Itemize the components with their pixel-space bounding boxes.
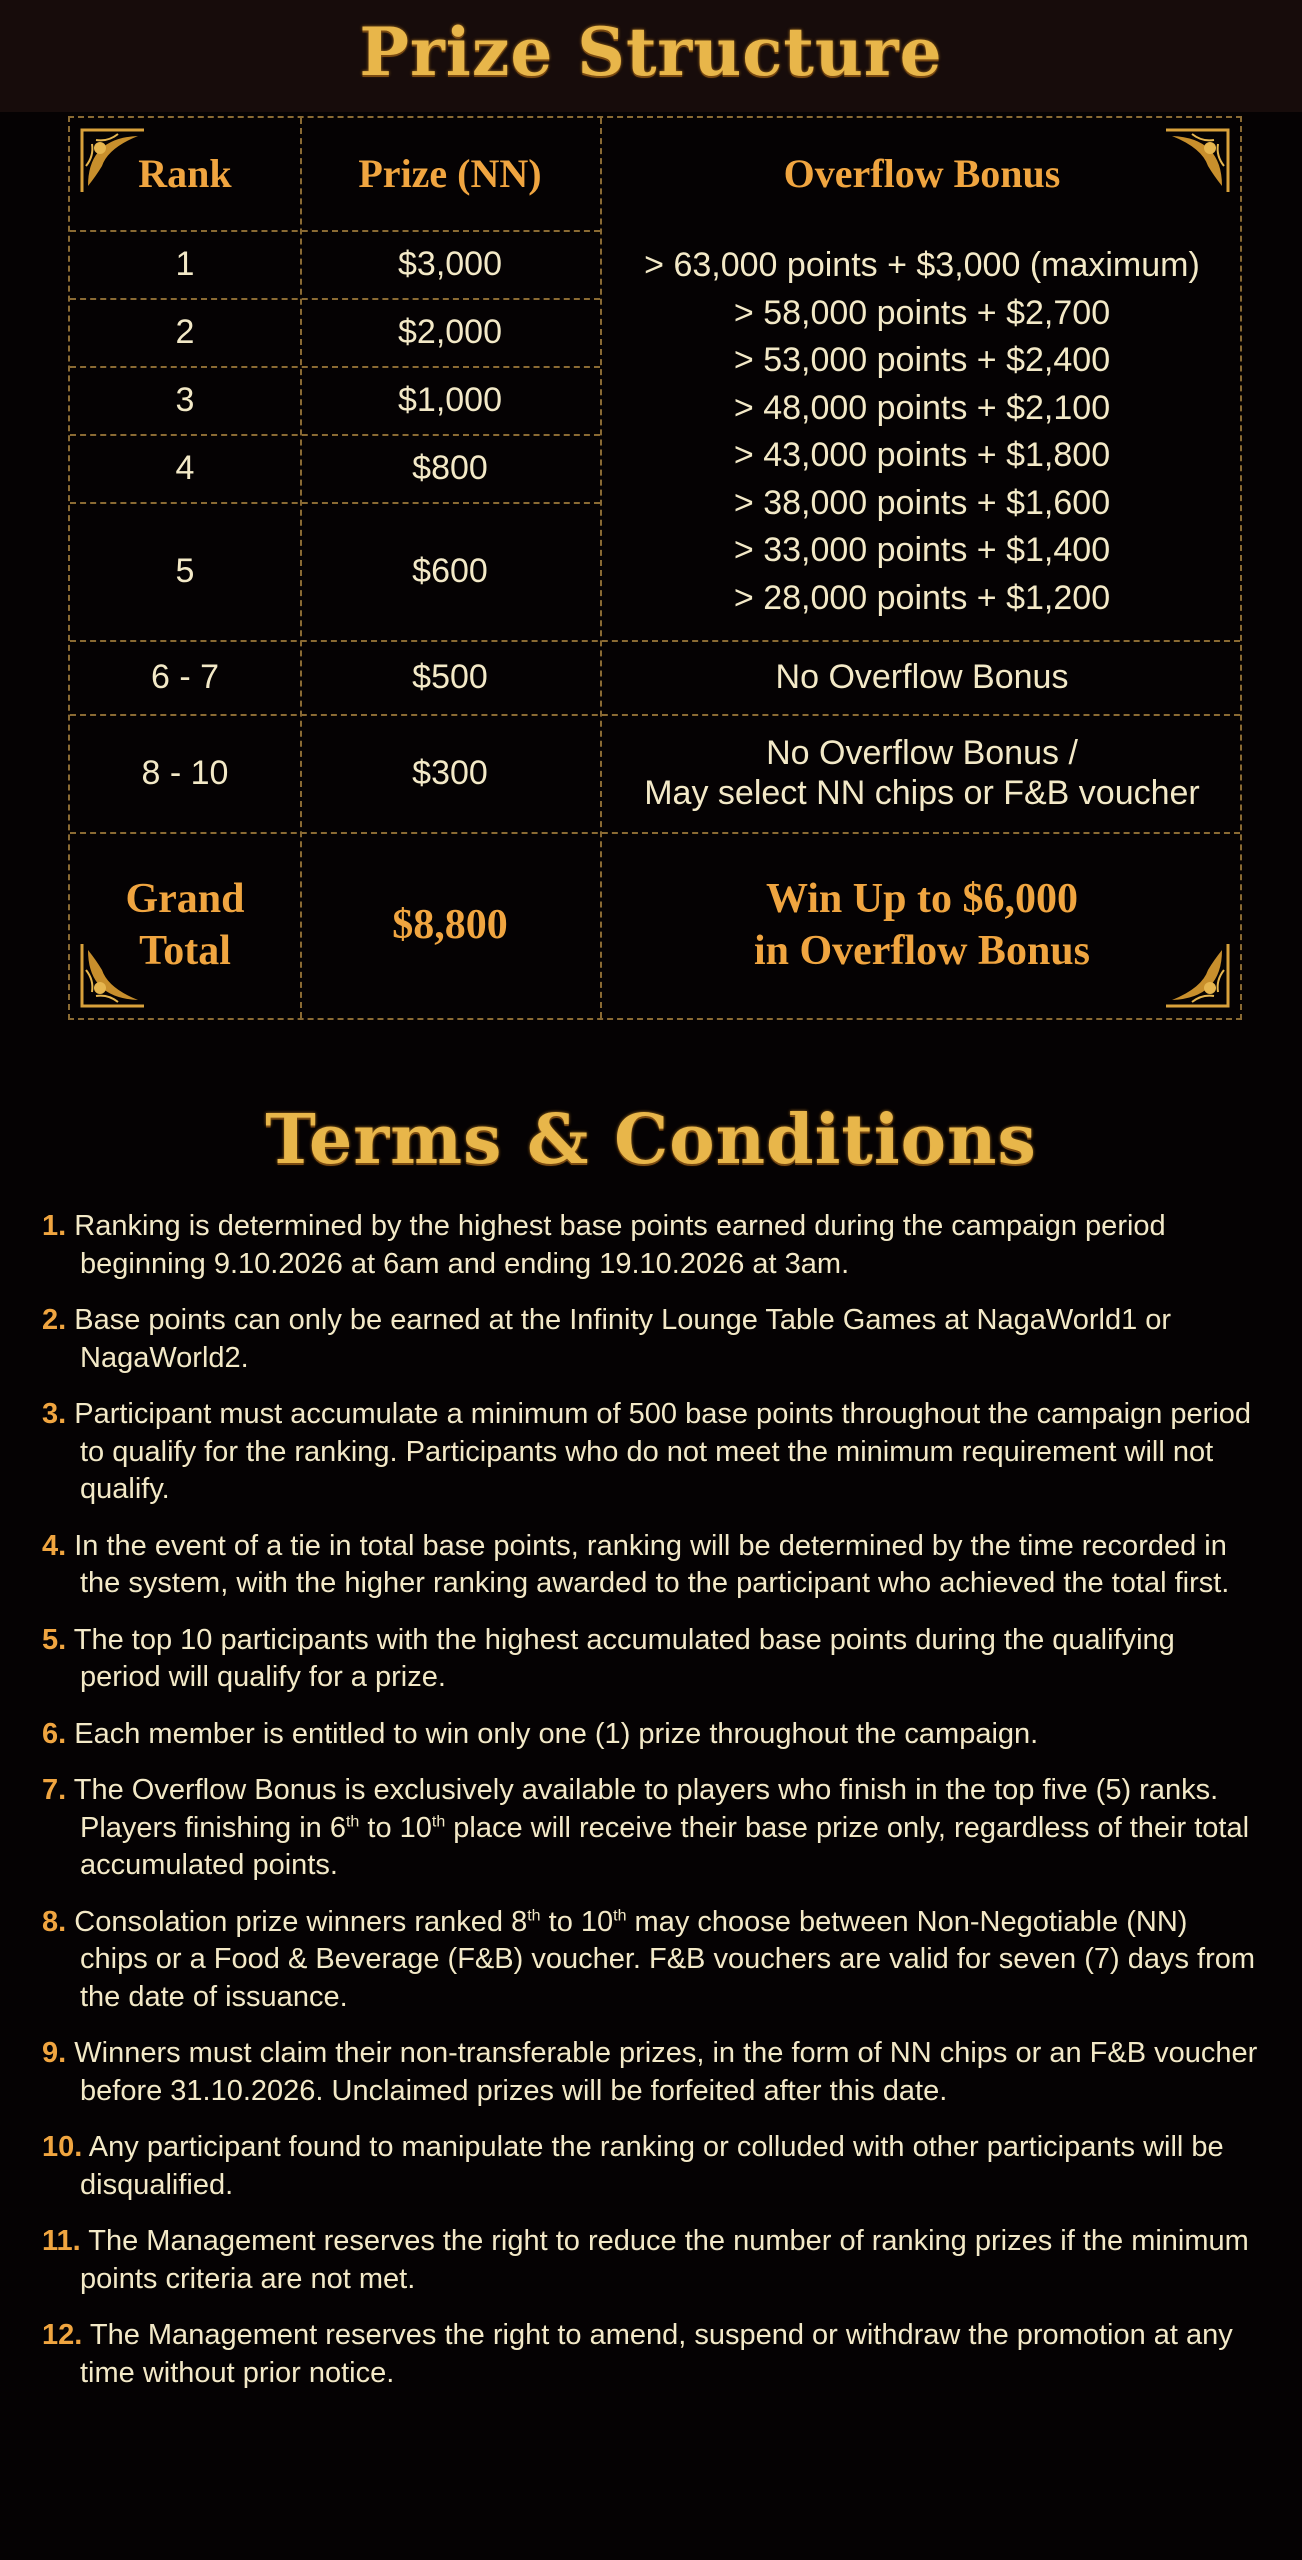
term-text: may choose between Non-Negotiable (NN) chips or a Food & Beverage (F&B) voucher. F&B vouchers are valid for seven (7) days from the date of issuance. [80, 1905, 1256, 2013]
term-text: The Management reserves the right to amend, suspend or withdraw the promotion at any time without prior notice. [80, 2319, 1233, 2389]
prize-cell: $600 [412, 552, 488, 590]
term-number: 8. [42, 1905, 67, 1938]
grand-total-bonus-line: Win Up to $6,000 [766, 876, 1078, 922]
rank-cell: 2 [175, 313, 195, 351]
term-number: 1. [42, 1210, 67, 1242]
term-item [42, 1772, 1262, 1885]
overflow-tier: > 33,000 points + $1,400 [733, 531, 1111, 569]
term-text: The Overflow Bonus is exclusively available to players who finish in the top five (5) ranks. Players finishing in 6 [73, 1774, 1219, 1844]
term-number: 12. [42, 2319, 83, 2351]
overflow-tier: > 53,000 points + $2,400 [733, 341, 1111, 379]
overflow-cell: No Overflow Bonus [775, 658, 1069, 696]
prize-table [68, 116, 1242, 1020]
term-item [42, 1528, 1262, 1603]
overflow-tier: > 38,000 points + $1,600 [733, 483, 1111, 522]
header-overflow-bonus: Overflow Bonus [783, 151, 1061, 196]
overflow-note-line: No Overflow Bonus / [766, 734, 1078, 772]
term-item [42, 2129, 1262, 2204]
overflow-tier-list [600, 242, 1244, 632]
term-number: 6. [42, 1717, 67, 1750]
terms-title: Terms & Conditions [265, 1100, 1037, 1180]
overflow-tier: > 58,000 points + $2,700 [733, 293, 1111, 332]
ordinal-suffix: th [613, 1906, 627, 1924]
term-number: 11. [42, 2225, 81, 2257]
rank-cell: 5 [175, 552, 195, 590]
term-text: The Management reserves the right to reduce the number of ranking prizes if the minimum points criteria are not met. [80, 2225, 1249, 2295]
overflow-tier: > 63,000 points + $3,000 (maximum) [644, 246, 1200, 284]
term-text: to 10 [540, 1905, 614, 1938]
term-text: Winners must claim their non-transferable prizes, in the form of NN chips or an F&B voucher before 31.10.2026. Unclaimed prizes will be forfeited after this date. [74, 2037, 1258, 2107]
header-rank: Rank [138, 151, 232, 196]
rank-cell: 3 [175, 381, 195, 419]
term-item [42, 1208, 1262, 1283]
term-number: 2. [42, 1304, 67, 1336]
term-number: 4. [42, 1529, 67, 1562]
ordinal-suffix: th [527, 1906, 541, 1924]
prize-cell: $300 [412, 754, 488, 792]
rank-cell: 6 - 7 [150, 658, 220, 696]
terms-list [42, 1208, 1262, 2411]
rank-cell: 1 [175, 245, 195, 283]
prize-cell: $800 [412, 449, 488, 487]
rank-cell: 8 - 10 [141, 754, 229, 792]
term-item [42, 1396, 1262, 1509]
prize-cell: $1,000 [398, 381, 502, 419]
overflow-tier: > 43,000 points + $1,800 [733, 436, 1111, 474]
term-text: The top 10 participants with the highest accumulated base points during the qualifying period will qualify for a prize. [73, 1623, 1175, 1693]
term-item [42, 2223, 1262, 2298]
term-text: Participant must accumulate a minimum of 500 base points throughout the campaign period to qualify for the ranking. Participants who do not meet the minimum requirement will not qualify. [74, 1398, 1252, 1505]
term-number: 9. [42, 2037, 67, 2069]
term-number: 3. [42, 1398, 67, 1430]
term-text: to 10 [359, 1811, 432, 1844]
prize-cell: $3,000 [398, 245, 502, 283]
term-item [42, 1904, 1262, 2017]
grand-total-label-line: Total [139, 928, 231, 974]
term-number: 7. [42, 1774, 67, 1806]
overflow-tier: > 48,000 points + $2,100 [733, 388, 1111, 427]
term-item [42, 1302, 1262, 1377]
grand-total-bonus-line: in Overflow Bonus [753, 928, 1091, 974]
term-text: Any participant found to manipulate the ranking or colluded with other participants will be disqualified. [80, 2131, 1224, 2201]
overflow-tier: > 28,000 points + $1,200 [733, 578, 1111, 617]
header-prize: Prize (NN) [358, 151, 542, 196]
term-item [42, 2035, 1262, 2110]
grand-total-bonus [600, 832, 1244, 1018]
prize-cell: $2,000 [398, 313, 502, 351]
ordinal-suffix: th [345, 1812, 360, 1830]
prize-structure-title: Prize Structure [359, 13, 943, 91]
grand-total-label [70, 832, 300, 1018]
term-text: In the event of a tie in total base points, ranking will be determined by the time recorded in the system, with the higher ranking awarded to the participant who achieved the total first. [74, 1529, 1230, 1599]
overflow-cell [600, 714, 1244, 832]
term-text: place will receive their base prize only, regardless of their total accumulated points. [80, 1811, 1250, 1881]
term-item [42, 2317, 1262, 2392]
overflow-note-line: May select NN chips or F&B voucher [644, 774, 1200, 812]
prize-cell: $500 [412, 658, 488, 696]
term-number: 5. [42, 1623, 67, 1656]
term-number: 10. [42, 2131, 83, 2163]
term-item [42, 1622, 1262, 1697]
rank-cell: 4 [175, 449, 195, 487]
grand-total-amount: $8,800 [392, 902, 508, 948]
term-item [42, 1716, 1262, 1754]
term-text: Each member is entitled to win only one (1) prize throughout the campaign. [74, 1717, 1039, 1750]
ordinal-suffix: th [431, 1812, 446, 1830]
term-text: Ranking is determined by the highest base points earned during the campaign period beginning 9.10.2026 at 6am and ending 19.10.2026 at 3am. [74, 1210, 1166, 1280]
term-text: Base points can only be earned at the Infinity Lounge Table Games at NagaWorld1 or NagaWorld2. [74, 1304, 1172, 1374]
term-text: Consolation prize winners ranked 8 [74, 1905, 528, 1938]
grand-total-label-line: Grand [125, 876, 245, 922]
